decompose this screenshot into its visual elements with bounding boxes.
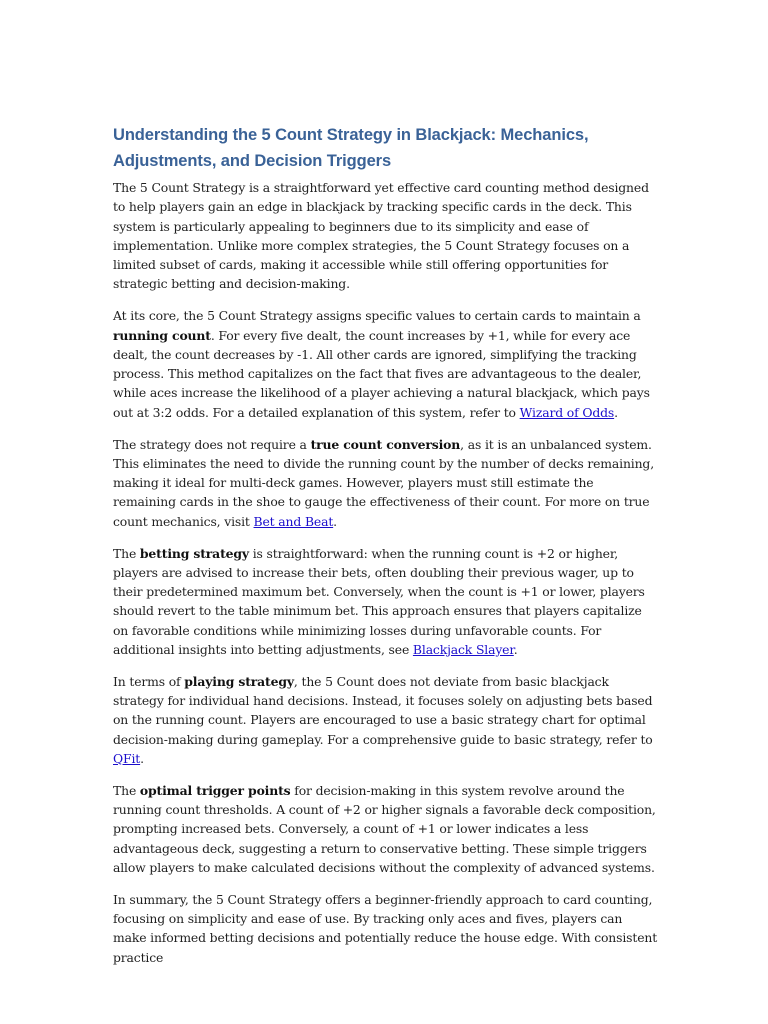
text: The strategy does not require a (113, 436, 311, 452)
bold-term-trigger-points: optimal trigger points (139, 782, 291, 798)
paragraph-running-count (113, 306, 658, 422)
paragraph-true-count (113, 435, 658, 531)
link-qfit[interactable]: QFit (113, 751, 141, 767)
bold-term-betting-strategy: betting strategy (139, 545, 249, 561)
text: . (513, 642, 518, 658)
text: . (140, 751, 144, 767)
text: . (614, 404, 618, 420)
paragraph-betting-strategy (113, 544, 658, 660)
document-title: Understanding the 5 Count Strategy in Blackjack: Mechanics, Adjustments, and Decision Triggers (113, 126, 589, 170)
text: The (113, 782, 140, 798)
paragraph-summary: In summary, the 5 Count Strategy offers a beginner-friendly approach to card counting, focusing on simplicity and ease of use. By tracking only aces and fives, players can make informed betting decisions and potentially reduce the house edge. With consistent practice (113, 891, 658, 965)
text: At its core, the 5 Count Strategy assigns specific values to certain cards to maintain a (113, 308, 641, 324)
bold-term-playing-strategy: playing strategy (184, 673, 294, 689)
text: for decision-making in this system revolve around the running count thresholds. A count of +2 or higher signals a favorable deck composition, prompting increased bets. Conversely, a count of +1 or lower indicates a less advantageous deck, suggesting a return to conservative betting. These simple triggers allow players to make calculated decisions without the complexity of advanced systems. (113, 782, 656, 875)
text: is straightforward: when the running count is +2 or higher, players are advised to increase their bets, often doubling their previous wager, up to their predetermined maximum bet. Conversely, when the count is +1 or lower, players should revert to the table minimum bet. This approach ensures that players capitalize on favorable conditions while minimizing losses during unfavorable counts. For additional insights into betting adjustments, see (113, 545, 645, 658)
paragraph-intro: The 5 Count Strategy is a straightforward yet effective card counting method designed to help players gain an edge in blackjack by tracking specific cards in the deck. This system is particularly appealing to beginners due to its simplicity and ease of implementation. Unlike more complex strategies, the 5 Count Strategy focuses on a limited subset of cards, making it accessible while still offering opportunities for strategic betting and decision-making. (113, 180, 649, 292)
document-page (113, 122, 658, 979)
text: . For every five dealt, the count increases by +1, while for every ace dealt, the count decreases by -1. All other cards are ignored, simplifying the tracking process. This method capitalizes on the fact that fives are advantageous to the dealer, while aces increase the likelihood of a player achieving a natural blackjack, which pays out at 3:2 odds. For a detailed explanation of this system, refer to (113, 327, 650, 420)
link-wizard-of-odds[interactable]: Wizard of Odds (519, 404, 615, 420)
link-blackjack-slayer[interactable]: Blackjack Slayer (412, 642, 514, 658)
text: . (333, 513, 337, 529)
bold-term-true-count: true count conversion (310, 436, 461, 452)
text: The (113, 545, 140, 561)
text: , the 5 Count does not deviate from basic blackjack strategy for individual hand decisions. Instead, it focuses solely on adjusting bets based on the running count. Players are encouraged to use a basic strategy chart for optimal decision-making during gameplay. For a comprehensive guide to basic strategy, refer to (113, 673, 653, 747)
text: , as it is an unbalanced system. This eliminates the need to divide the running count by the number of decks remaining, making it ideal for multi-deck games. However, players must still estimate the remaining cards in the shoe to gauge the effectiveness of their count. For more on true count mechanics, visit (113, 436, 655, 529)
link-bet-and-beat[interactable]: Bet and Beat (253, 513, 334, 529)
bold-term-running-count: running count (113, 327, 211, 343)
paragraph-playing-strategy (113, 672, 658, 768)
paragraph-trigger-points (113, 781, 658, 877)
text: In terms of (113, 673, 185, 689)
